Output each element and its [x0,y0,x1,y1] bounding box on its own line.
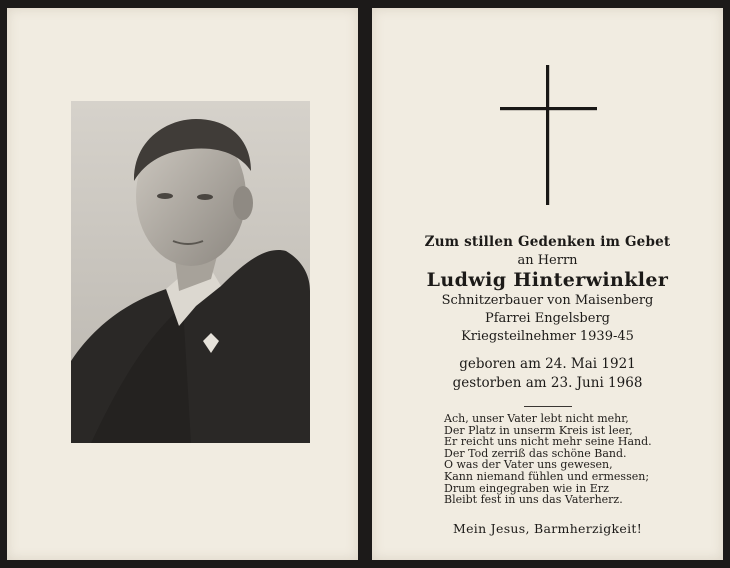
occupation-text: Schnitzerbauer von Maisenberg [441,293,654,308]
deceased-name: Ludwig Hinterwinkler [426,269,669,291]
poem [444,413,714,506]
right-card [372,8,723,560]
portrait-photo [71,101,310,443]
war-service-text: Kriegsteilnehmer 1939-45 [461,329,634,344]
left-card [7,8,358,560]
poem-line: Bleibt fest in uns das Vaterherz. [444,493,623,507]
poem-line: Drum eingegraben wie in Erz [444,481,609,495]
divider [524,406,572,407]
closing-prayer: Mein Jesus, Barmherzigkeit! [452,521,643,536]
parish-text: Pfarrei Engelsberg [485,311,610,326]
intro-text: Zum stillen Gedenken im Gebet [424,234,671,250]
poem-line: Er reicht uns nicht mehr seine Hand. [444,435,652,449]
portrait-image [71,101,310,443]
cross-icon [499,65,599,205]
poem-line: Kann niemand fühlen und ermessen; [444,469,650,483]
poem-line: Der Platz in unserm Kreis ist leer, [444,423,633,437]
poem-line: Ach, unser Vater lebt nicht mehr, [444,412,629,425]
poem-line: O was der Vater uns gewesen, [444,458,613,472]
an-herrn-text: an Herrn [517,253,578,268]
death-date: gestorben am 23. Juni 1968 [452,375,643,391]
poem-line: Der Tod zerriß das schöne Band. [444,446,627,460]
birth-date: geboren am 24. Mai 1921 [459,356,636,372]
